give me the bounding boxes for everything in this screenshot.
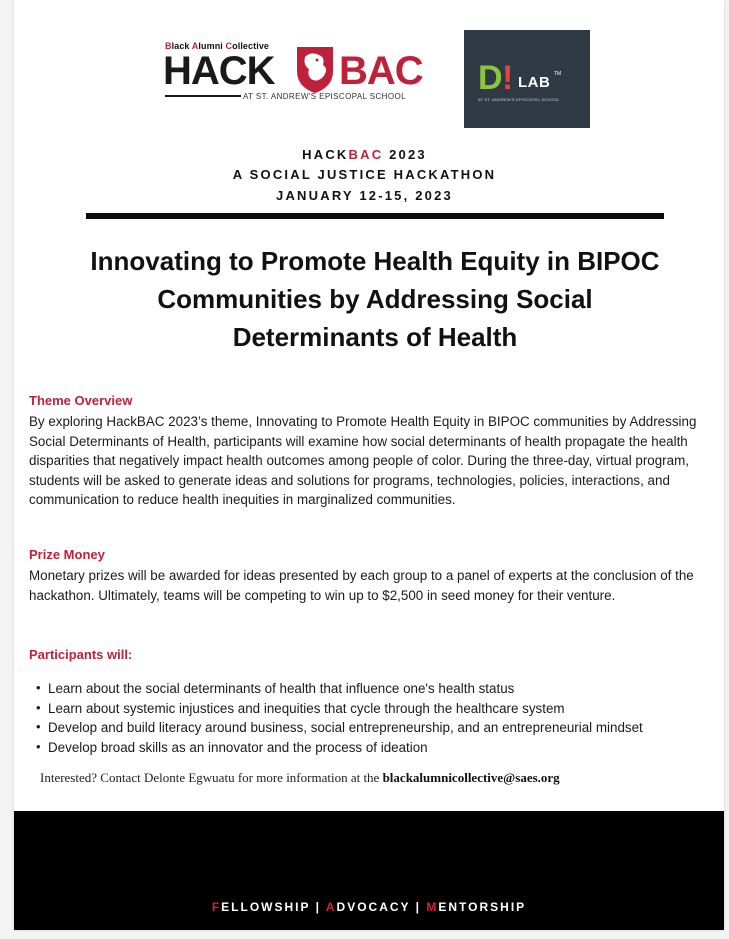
page-title (60, 242, 690, 356)
theme-overview-body: By exploring HackBAC 2023’s theme, Innovating to Promote Health Equity in BIPOC communities by Addressing Social Determinants of Health, participants will examine how social determinants of health propagate the health disparities that negatively impact health outcomes among people of color. During the three-day, virtual program, students will be asked to generate ideas and solutions for programs, technologies, policies, interactions, and communication to reduce health inequities in marginalized communities. (29, 414, 697, 507)
header-divider (86, 213, 664, 219)
dlab-lab-text: LAB (518, 74, 551, 91)
event-tagline: A SOCIAL JUSTICE HACKATHON (232, 167, 497, 182)
prize-money-heading: Prize Money (29, 547, 105, 562)
dlab-subtitle: AT ST. ANDREW'S EPISCOPAL SCHOOL (478, 97, 560, 102)
lion-crest-icon (295, 43, 335, 95)
dlab-d-letter: D (478, 59, 503, 97)
title-line: Determinants of Health (232, 322, 518, 352)
participants-list (36, 679, 643, 757)
contact-email-link[interactable]: blackalumnicollective@saes.org (382, 770, 560, 785)
dlab-exclamation: ! (502, 59, 514, 97)
hackbac-logo (163, 40, 433, 110)
logo-underline (165, 95, 241, 97)
dlab-trademark: TM (554, 71, 562, 77)
list-item: • Learn about the social determinants of health that influence one's health status (36, 679, 643, 699)
black-alumni-collective-label: Black Alumni Collective (165, 41, 270, 51)
logo-school-subtitle: AT ST. ANDREW'S EPISCOPAL SCHOOL (243, 92, 406, 101)
footer-band (14, 811, 724, 930)
contact-line: Interested? Contact Delonte Egwuatu for more information at the blackalumnicollective@saes.org (40, 770, 560, 785)
footer-values: FELLOWSHIP | ADVOCACY | MENTORSHIP (211, 900, 527, 914)
prize-money-body: Monetary prizes will be awarded for ideas presented by each group to a panel of experts at the conclusion of the hackathon. Ultimately, teams will be competing to win up to $2,500 in seed money for their venture. (29, 568, 694, 603)
logo-bac-text: BAC (339, 49, 423, 93)
list-item: • Develop and build literacy around business, social entrepreneurship, and an entrepreneurial mindset (36, 718, 643, 738)
title-line: Communities by Addressing Social (157, 284, 593, 314)
participants-heading: Participants will: (29, 647, 133, 662)
dlab-logo (464, 30, 590, 128)
title-line: Innovating to Promote Health Equity in BIPOC (90, 246, 660, 276)
theme-overview-heading: Theme Overview (29, 393, 133, 408)
list-item: • Develop broad skills as an innovator and the process of ideation (36, 738, 643, 758)
event-dates: JANUARY 12-15, 2023 (276, 188, 453, 203)
logo-hack-text: HACK (163, 49, 275, 93)
list-item: • Learn about systemic injustices and inequities that cycle through the healthcare system (36, 699, 643, 719)
event-name: HACKBAC 2023 (302, 147, 427, 162)
